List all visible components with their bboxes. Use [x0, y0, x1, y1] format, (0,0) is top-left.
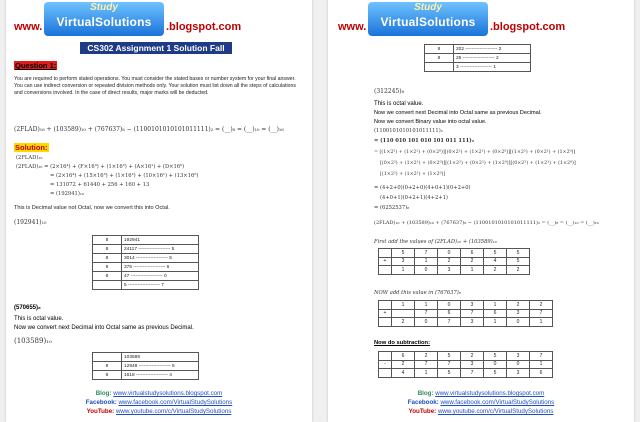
table-cell: 6 [461, 249, 484, 258]
octal-result: (312245)₈ [374, 88, 404, 95]
division-work: 103589 [122, 353, 199, 362]
binary-value: (1100101010101011111)₂ [374, 128, 443, 134]
addition-table-1 [378, 248, 530, 275]
division-base: 8 [93, 272, 122, 281]
division-base: 8 [93, 362, 122, 371]
division-row [93, 281, 199, 290]
table-cell [379, 249, 392, 258]
table-cell: 1 [461, 266, 484, 275]
division-base: 8 [93, 254, 122, 263]
division-base: 8 [93, 371, 122, 380]
table-row [379, 266, 530, 275]
division-work: 192941 [122, 236, 199, 245]
table-cell: 2 [507, 301, 530, 310]
octal-note: This is octal value. [14, 316, 64, 322]
add-note-2: NOW add this value in (767637)₈ [374, 290, 461, 296]
footer-youtube [6, 408, 312, 415]
division-row [93, 371, 199, 380]
expansion-line: = (4+2+0)(0+2+0)(4+0+1)(0+2+0) [374, 185, 471, 191]
division-work: 3014 -------------------- 5 [122, 254, 199, 263]
division-row [93, 272, 199, 281]
expansion-line: [(1×2²) + (1×2¹) + (1×2⁰)] [380, 172, 446, 177]
footer-facebook [328, 399, 634, 406]
division-work: 24117 -------------------- 5 [122, 245, 199, 254]
division-base: 8 [93, 263, 122, 272]
footer-blog-label: Blog: [417, 390, 434, 397]
table-row [379, 257, 530, 266]
table-cell: 0 [415, 318, 438, 327]
decimal-note: This is Decimal value not Octal, now we convert this into Octal. [14, 205, 170, 211]
main-equation: (2FLAD)₁₆ + (103589)₁₀ + (767637)₈ − (1100101010101011111)₂ = (__)₈ = (__)₁₀ = (__)₁₆ [14, 126, 284, 133]
next-decimal-value: (103589)₁₀ [14, 337, 52, 345]
table-cell: 1 [484, 301, 507, 310]
expansion-result: = (6252537)₈ [374, 205, 410, 211]
table-cell: 6 [438, 309, 461, 318]
table-cell: 2 [484, 266, 507, 275]
virtual-study-solutions-logo [368, 2, 488, 36]
division-base: 8 [425, 45, 454, 54]
footer-facebook [6, 399, 312, 406]
expansion-line: (4+0+1)(0+2+1)(4+2+1) [380, 195, 448, 201]
division-work: 5 -------------------- 7 [122, 281, 199, 290]
table-cell [392, 309, 415, 318]
footer-youtube-link[interactable]: www.youtube.com/c/VirtualStudySolutions [437, 408, 554, 415]
logo-main-text: VirtualSolutions [380, 15, 476, 29]
table-cell: + [379, 257, 392, 266]
division-row [93, 254, 199, 263]
main-equation: (2FLAD)₁₆ + (103589)₁₀ + (767637)₈ − (1100101010101011111)₂ = (__)₈ = (__)₁₀ = (__)₁₆ [374, 220, 599, 226]
table-cell: 1 [415, 369, 438, 378]
octal-result: (570655)₈ [14, 305, 41, 311]
logo-study-text: Study [414, 2, 442, 13]
step-line: = 131072 + 61440 + 256 + 160 + 13 [50, 182, 150, 188]
table-cell: 1 [392, 266, 415, 275]
footer-facebook-link[interactable]: www.facebook.com/VirtualStudySolutions [118, 399, 233, 406]
table-cell: 5 [507, 257, 530, 266]
step-line: = (192941)₁₀ [50, 191, 85, 197]
division-base: 8 [93, 245, 122, 254]
division-row [425, 63, 531, 72]
division-work: 25 -------------------- 2 [454, 54, 531, 63]
footer-facebook-label: Facebook: [407, 399, 439, 406]
table-cell: 6 [530, 369, 553, 378]
expansion-line: = [(1×2²) + (1×2¹) + (0×2⁰)][(0×2²) + (1×2¹) + (0×2⁰)][(1×2²) + (0×2¹) + (1×2⁰)] [374, 150, 576, 155]
division-row [425, 54, 531, 63]
table-cell: 1 [415, 301, 438, 310]
division-work: 376 -------------------- 6 [122, 263, 199, 272]
table-cell: 1 [530, 360, 553, 369]
table-cell: 5 [484, 369, 507, 378]
table-cell: 7 [415, 309, 438, 318]
table-row [379, 369, 553, 378]
header-url-suffix: .blogspot.com [166, 21, 242, 33]
table-cell: 5 [438, 352, 461, 361]
subtraction-note: Now do subtraction: [374, 340, 431, 346]
division-table-2 [92, 352, 199, 380]
document-page-1 [6, 0, 312, 422]
footer-blog-link[interactable]: www.virtualstudysolutions.blogspot.com [435, 390, 545, 397]
table-cell: 3 [507, 309, 530, 318]
table-cell: 2 [507, 266, 530, 275]
table-cell: 6 [484, 309, 507, 318]
division-work: 12948 -------------------- 5 [122, 362, 199, 371]
table-cell: 7 [438, 318, 461, 327]
division-table-top [424, 44, 531, 72]
table-cell: 1 [484, 318, 507, 327]
footer-youtube-label: YouTube: [408, 408, 437, 415]
table-cell: 0 [415, 266, 438, 275]
division-work: 1618 -------------------- 4 [122, 371, 199, 380]
footer-blog-link[interactable]: www.virtualstudysolutions.blogspot.com [113, 390, 223, 397]
table-cell: 4 [484, 257, 507, 266]
logo-study-text: Study [90, 2, 118, 13]
addition-table-2 [378, 300, 553, 327]
table-row [379, 309, 553, 318]
table-cell [379, 352, 392, 361]
footer-facebook-label: Facebook: [85, 399, 117, 406]
table-cell: 3 [392, 257, 415, 266]
table-cell: 3 [461, 318, 484, 327]
division-base [425, 63, 454, 72]
table-cell [379, 318, 392, 327]
table-cell: 5 [484, 352, 507, 361]
table-cell: 7 [530, 309, 553, 318]
octal-note: This is octal value. [374, 101, 424, 107]
table-cell [379, 301, 392, 310]
table-cell: 7 [415, 360, 438, 369]
table-row [379, 301, 553, 310]
question-heading: Question 1: [15, 61, 57, 70]
header-url-prefix: www. [14, 21, 43, 33]
next-conversion-note: Now we convert next Decimal into Octal same as previous Decimal. [14, 325, 194, 331]
table-cell: 0 [438, 301, 461, 310]
step-line: (2FLAD)₁₆ = (2×16⁴) + (F×16³) + (1×16²) + (A×16¹) + (D×16⁰) [16, 164, 185, 170]
table-cell: 7 [461, 369, 484, 378]
division-row [425, 45, 531, 54]
division-row [93, 263, 199, 272]
table-cell: 0 [507, 360, 530, 369]
table-cell: 7 [461, 309, 484, 318]
division-table [92, 235, 199, 290]
table-cell: 5 [438, 369, 461, 378]
division-row [93, 236, 199, 245]
table-cell: 1 [530, 318, 553, 327]
table-cell: - [379, 360, 392, 369]
table-row [379, 360, 553, 369]
table-cell: 3 [461, 360, 484, 369]
table-cell: 5 [507, 249, 530, 258]
page-header [6, 2, 312, 38]
table-cell: 7 [438, 360, 461, 369]
table-cell: 6 [392, 352, 415, 361]
table-cell [379, 266, 392, 275]
table-cell: 2 [415, 352, 438, 361]
table-cell [379, 369, 392, 378]
table-cell: 3 [507, 352, 530, 361]
table-cell: 4 [392, 369, 415, 378]
division-base: 8 [93, 236, 122, 245]
footer-youtube-link[interactable]: www.youtube.com/c/VirtualStudySolutions [115, 408, 232, 415]
table-cell: 1 [392, 301, 415, 310]
table-cell: 2 [530, 301, 553, 310]
footer-youtube-label: YouTube: [86, 408, 115, 415]
document-page-2 [328, 0, 634, 422]
table-cell: 7 [415, 249, 438, 258]
division-row [93, 245, 199, 254]
table-cell: 1 [415, 257, 438, 266]
table-cell: 0 [438, 249, 461, 258]
step-line: = (2×16⁴) + (15×16³) + (1×16²) + (10×16¹) + (13×16⁰) [50, 173, 199, 179]
table-cell: 2 [461, 257, 484, 266]
table-cell: 3 [507, 369, 530, 378]
division-work: 3 -------------------- 1 [454, 63, 531, 72]
table-cell: 2 [461, 352, 484, 361]
division-base: 8 [425, 54, 454, 63]
division-row [93, 353, 199, 362]
footer-blog [328, 390, 634, 397]
table-row [379, 249, 530, 258]
table-cell: 2 [392, 360, 415, 369]
page-header [328, 2, 634, 38]
step-line: (2FLAD)₁₆ [16, 155, 43, 161]
document-title: CS302 Assignment 1 Solution Fall 2021 [80, 42, 232, 54]
header-url-prefix: www. [338, 21, 367, 33]
table-cell: 3 [438, 266, 461, 275]
table-row [379, 352, 553, 361]
virtual-study-solutions-logo [44, 2, 164, 36]
header-url-suffix: .blogspot.com [490, 21, 566, 33]
table-cell: 3 [461, 301, 484, 310]
instructions-paragraph: You are required to perform stated operations. You must consider the stated bases or number system for your final answer. You can use indirect conversion or repeated division methods only. Your solution must list down all the steps of calculations and conversions involved. In the case of direct results, major marks will be deducted. [14, 76, 297, 96]
division-base [93, 353, 122, 362]
table-cell: 0 [484, 360, 507, 369]
table-cell: 2 [438, 257, 461, 266]
logo-main-text: VirtualSolutions [56, 15, 152, 29]
table-cell: 5 [484, 249, 507, 258]
binary-groups: = (110 010 101 010 101 011 111)₂ [374, 138, 474, 144]
footer-facebook-link[interactable]: www.facebook.com/VirtualStudySolutions [440, 399, 555, 406]
solution-heading: Solution: [15, 143, 48, 152]
division-base [93, 281, 122, 290]
division-row [93, 362, 199, 371]
table-cell: 0 [507, 318, 530, 327]
footer-youtube [328, 408, 634, 415]
table-cell: + [379, 309, 392, 318]
decimal-value: (192941)₁₀ [14, 219, 47, 226]
next-conversion-note: Now we convert next Decimal into Octal same as previous Decimal. [374, 110, 542, 116]
footer-blog-label: Blog: [95, 390, 112, 397]
division-work: 202 -------------------- 2 [454, 45, 531, 54]
add-note: First add the values of (2FLAD)₁₆ + (103589)₁₀ [374, 239, 497, 245]
expansion-line: [(0×2²) + (1×2¹) + (0×2⁰)][(1×2²) + (0×2¹) + (1×2⁰)][(0×2²) + (1×2¹) + (1×2⁰)] [380, 161, 576, 166]
table-cell: 7 [530, 352, 553, 361]
footer-blog [6, 390, 312, 397]
binary-conversion-note: Now we convert Binary value into octal value. [374, 119, 487, 125]
table-cell: 2 [392, 318, 415, 327]
division-work: 47 -------------------- 0 [122, 272, 199, 281]
table-row [379, 318, 553, 327]
table-cell: 5 [392, 249, 415, 258]
subtraction-table [378, 351, 553, 378]
